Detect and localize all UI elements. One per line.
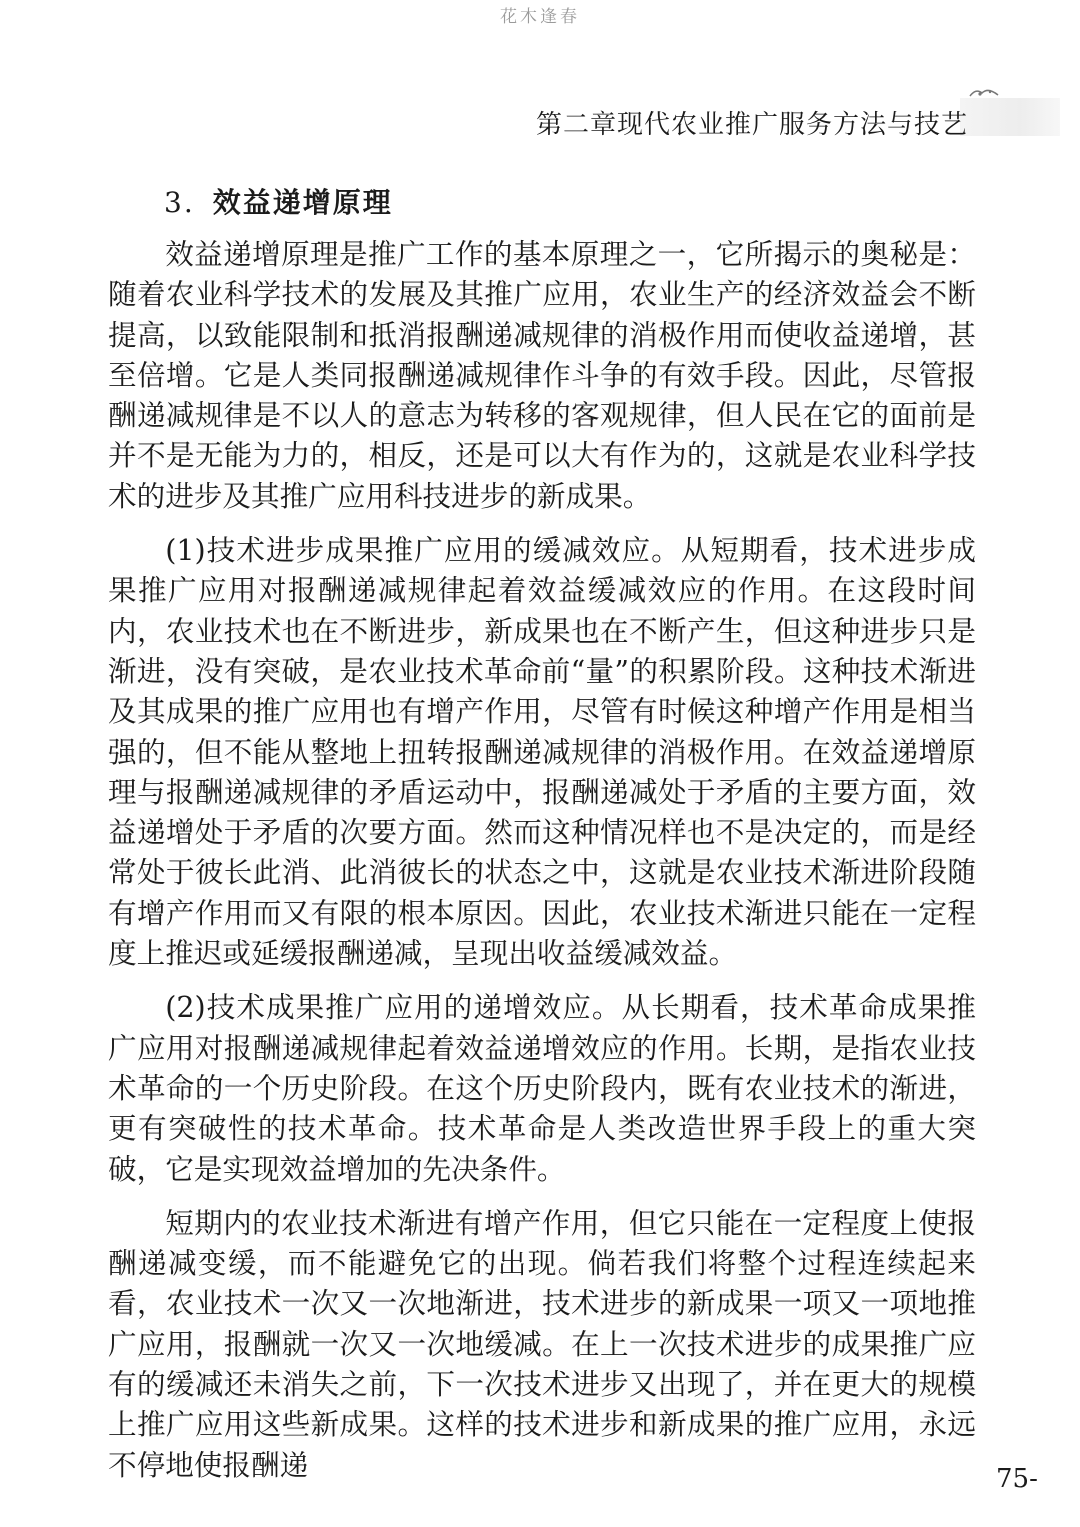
header-shade — [960, 98, 1060, 136]
section-title: 效益递增原理 — [212, 186, 393, 219]
paragraph-point-2: (2)技术成果推广应用的递增效应。从长期看，技术革命成果推广应用对报酬递减规律起着效益递增效应的作用。长期，是指农业技术革命的一个历史阶段。在这个历史阶段内，既有农业技术的渐进，更有突破性的技术革命。技术革命是人类改造世界手段上的重大突破，它是实现效益增加的先决条件。 — [108, 990, 976, 1186]
paragraph-point-1: (1)技术进步成果推广应用的缓减效应。从短期看，技术进步成果推广应用对报酬递减规律起着效益缓减效应的作用。在这段时间内，农业技术也在不断进步，新成果也在不断产生，但这种进步只是渐进，没有突破，是农业技术革命前“量”的积累阶段。这种技术渐进及其成果的推广应用也有增产作用，尽管有时候这种增产作用是相当强的，但不能从整地上扭转报酬递减规律的消极作用。在效益递增原理与报酬递减规律的矛盾运动中，报酬递减处于矛盾的主要方面，效益递增处于矛盾的次要方面。然而这种情况样也不是决定的，而是经常处于彼长此消、此消彼长的状态之中，这就是农业技术渐进阶段随有增产作用而又有限的根本原因。因此，农业技术渐进只能在一定程度上推迟或延缓报酬递减，呈现出收益缓减效益。 — [108, 533, 976, 971]
paragraph-continuation: 短期内的农业技术渐进有增产作用，但它只能在一定程度上使报酬递减变缓，而不能避免它的出现。倘若我们将整个过程连续起来看，农业技术一次又一次地渐进，技术进步的新成果一项又一项地推广应用，报酬就一次又一次地缓减。在上一次技术进步的成果推广应有的缓减还未消失之前，下一次技术进步又出现了，并在更大的规模上推广应用这些新成果。这样的技术进步和新成果的推广应用，永远不停地使报酬递 — [108, 1205, 976, 1482]
page-number: 75- — [996, 1464, 1038, 1494]
page-body — [108, 180, 976, 1485]
paragraph-intro: 效益递增原理是推广工作的基本原理之一，它所揭示的奥秘是：随着农业科学技术的发展及其推广应用，农业生产的经济效益会不断提高，以致能限制和抵消报酬递减规律的消极作用而使收益递增，甚至倍增。它是人类同报酬递减规律作斗争的有效手段。因此，尽管报酬递减规律是不以人的意志为转移的客观规律，但人民在它的面前是并不是无能为力的，相反，还是可以大有作为的，这就是农业科学技术的进步及其推广应用科技进步的新成果。 — [108, 237, 976, 513]
section-heading — [164, 180, 976, 226]
section-number: 3. — [164, 186, 195, 219]
watermark-text: 花木逢春 — [500, 7, 580, 27]
running-header: 第二章现代农业推广服务方法与技艺 — [535, 110, 968, 140]
